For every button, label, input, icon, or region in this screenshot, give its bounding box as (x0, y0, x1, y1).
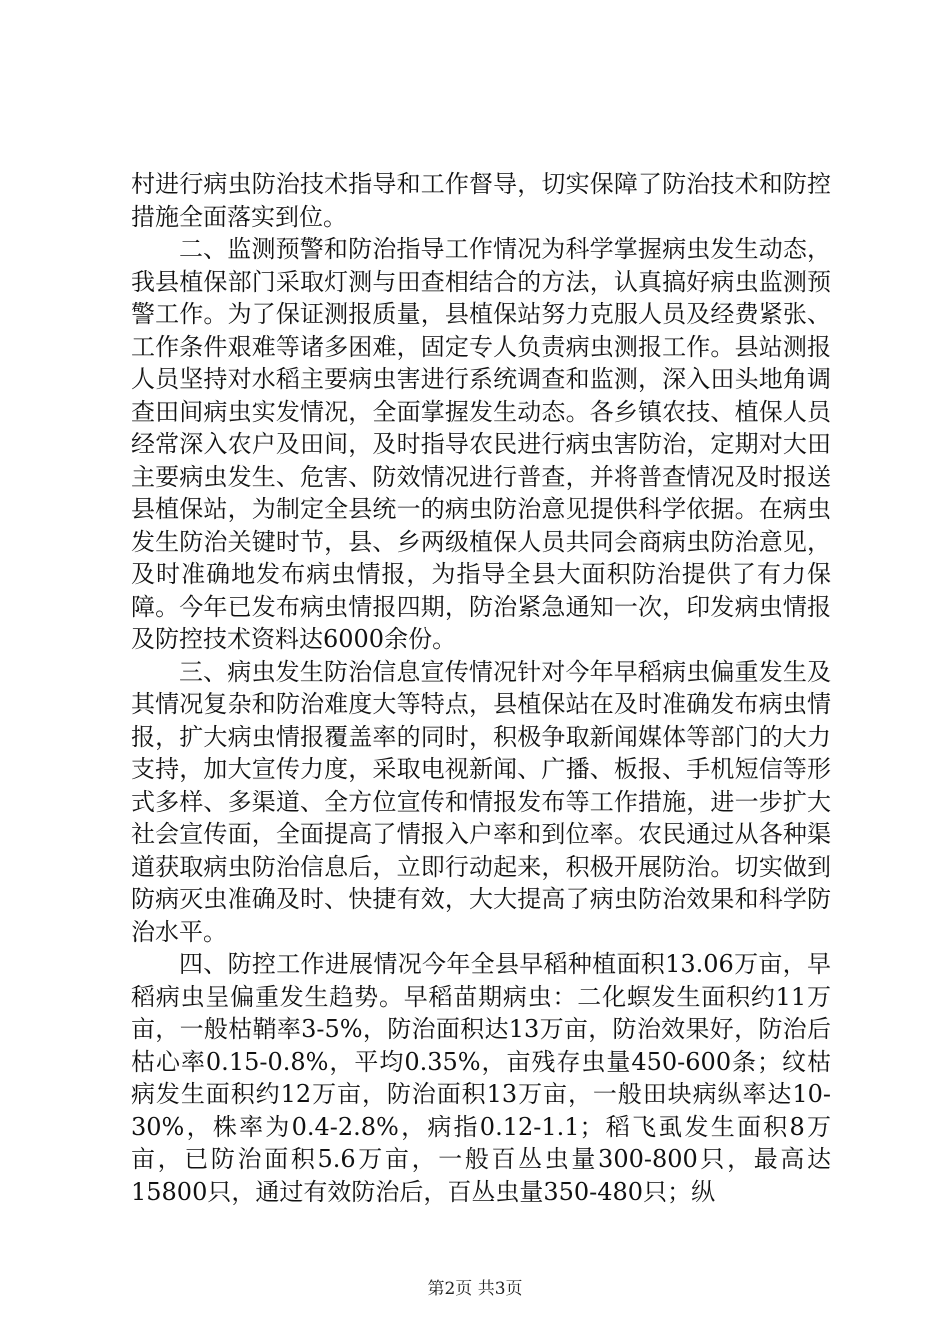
paragraph-continuation: 村进行病虫防治技术指导和工作督导，切实保障了防治技术和防控措施全面落实到位。 (131, 170, 831, 231)
paragraph-control-progress: 四、防控工作进展情况今年全县早稻种植面积13.06万亩，早稻病虫呈偏重发生趋势。早稻苗期病虫：二化螟发生面积约11万亩，一般枯鞘率3-5%，防治面积达13万亩，防治效果好，防治后枯心率0.15-0.8%，平均0.35%，亩残存虫量450-600条；纹枯病发生面积约12万亩，防治面积13万亩，一般田块病纵率达10-30%，株率为0.4-2.8%，病指0.12-1.1；稻飞虱发生面积8万亩，已防治面积5.6万亩，一般百丛虫量300-800只，最高达15800只，通过有效防治后，百丛虫量350-480只；纵 (131, 950, 831, 1206)
page-number-footer: 第2页 共3页 (427, 1279, 523, 1299)
document-body (131, 168, 831, 1208)
paragraph-monitoring-warning: 二、监测预警和防治指导工作情况为科学掌握病虫发生动态，我县植保部门采取灯测与田查相结合的方法，认真搞好病虫监测预警工作。为了保证测报质量，县植保站努力克服人员及经费紧张、工作条件艰难等诸多困难，固定专人负责病虫测报工作。县站测报人员坚持对水稻主要病虫害进行系统调查和监测，深入田头地角调查田间病虫实发情况，全面掌握发生动态。各乡镇农技、植保人员经常深入农户及田间，及时指导农民进行病虫害防治，定期对大田主要病虫发生、危害、防效情况进行普查，并将普查情况及时报送县植保站，为制定全县统一的病虫防治意见提供科学依据。在病虫发生防治关键时节，县、乡两级植保人员共同会商病虫防治意见，及时准确地发布病虫情报，为指导全县大面积防治提供了有力保障。今年已发布病虫情报四期，防治紧急通知一次，印发病虫情报及防控技术资料达6000余份。 (131, 235, 831, 653)
paragraph-info-publicity: 三、病虫发生防治信息宣传情况针对今年早稻病虫偏重发生及其情况复杂和防治难度大等特点，县植保站在及时准确发布病虫情报，扩大病虫情报覆盖率的同时，积极争取新闻媒体等部门的大力支持，加大宣传力度，采取电视新闻、广播、板报、手机短信等形式多样、多渠道、全方位宣传和情报发布等工作措施，进一步扩大社会宣传面，全面提高了情报入户率和到位率。农民通过从各种渠道获取病虫防治信息后，立即行动起来，积极开展防治。切实做到防病灭虫准确及时、快捷有效，大大提高了病虫防治效果和科学防治水平。 (131, 657, 831, 946)
